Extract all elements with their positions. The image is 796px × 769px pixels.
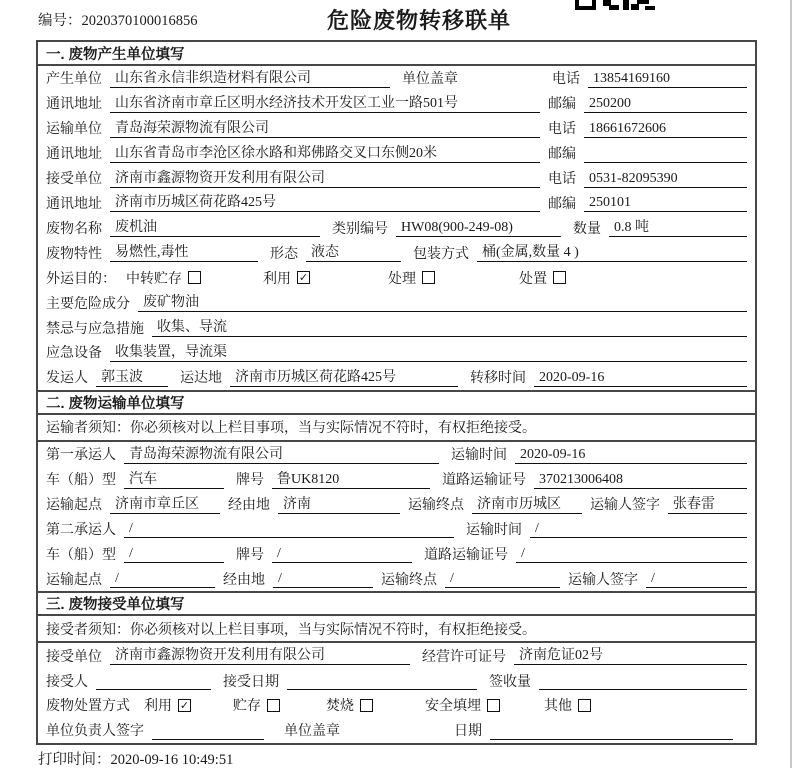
row-purpose [38,265,755,290]
row-second-carrier [38,517,755,542]
destination-label: 运达地 [180,371,222,387]
producer-zip-label: 邮编 [548,97,576,113]
via1-label: 经由地 [228,498,270,514]
disposal-option-utilize [144,695,191,715]
terminus2-value: / [445,569,560,588]
equipment-value: 收集装置，导流渠 [110,343,747,362]
second-carrier-value: / [124,519,454,538]
transporter-phone-value: 18661672606 [584,119,747,138]
terminus2-label: 运输终点 [381,572,437,588]
origin1-label: 运输起点 [46,498,102,514]
checkbox-dispose [553,271,566,284]
received-qty-value [539,671,747,690]
row-producer [38,66,755,91]
row-accept-unit [38,643,755,668]
receiver-phone-value: 0531-82095390 [584,169,747,188]
acceptor-value [96,671,211,690]
checkbox-disposal-incinerate [360,699,373,712]
row-producer-address [38,91,755,116]
form-value: 液态 [306,243,401,262]
receiver-phone-label: 电话 [548,172,576,188]
vehicle2-label: 车（船）型 [46,547,116,563]
carrier-sign2-label: 运输人签字 [568,572,638,588]
checkbox-disposal-utilize: ✓ [179,698,190,712]
producer-zip-value: 250200 [584,94,747,113]
checkbox-disposal-other [578,699,591,712]
transporter-notice-text: 运输者须知：你必须核对以上栏目事项，当与实际情况不符时，有权拒绝接受。 [46,421,536,437]
checkbox-utilize: ✓ [298,271,309,285]
row-consignor [38,365,755,390]
terminus1-value: 济南市历城区 [472,495,582,514]
taboo-value: 收集、导流 [152,318,747,337]
first-carrier-value: 青岛海荣源物流有限公司 [124,445,439,464]
row-receiver [38,166,755,191]
row-receiver-address [38,191,755,216]
origin2-label: 运输起点 [46,572,102,588]
receiver-notice [38,616,755,643]
row-first-carrier [38,442,755,467]
print-time-value: 2020-09-16 10:49:51 [110,752,234,768]
disposal-label: 废物处置方式 [46,699,130,715]
checkbox-treat [422,271,435,284]
row-disposal [38,693,755,718]
document-header [0,0,796,40]
row-waste-name [38,215,755,240]
transporter-label: 运输单位 [46,122,102,138]
row-manager-sign [38,718,755,743]
carrier-sign1-value: 张春雷 [668,495,747,514]
row-hazard [38,290,755,315]
transporter-phone-label: 电话 [548,122,576,138]
producer-phone-label: 电话 [552,72,580,88]
waste-name-value: 废机油 [110,218,320,237]
receiver-value: 济南市鑫源物资开发利用有限公司 [110,169,540,188]
permit-value: 济南危证02号 [514,646,747,665]
permit-label: 经营许可证号 [422,649,506,665]
hazard-value: 废矿物油 [138,293,747,312]
receiver-label: 接受单位 [46,172,102,188]
receiver-address-label: 通讯地址 [46,196,102,212]
section3-header: 三. 废物接受单位填写 [38,591,755,616]
checkbox-transfer-storage [188,271,201,284]
form-label: 形态 [270,246,298,262]
producer-label: 产生单位 [46,72,102,88]
second-carrier-label: 第二承运人 [46,522,116,538]
quantity-label: 数量 [573,221,601,237]
plate2-value: / [272,544,412,563]
disposal-option-label: 安全填埋 [425,699,481,715]
producer-value: 山东省永信非织造材料有限公司 [110,69,390,88]
serial-label: 编号： [38,13,82,29]
transporter-address-label: 通讯地址 [46,147,102,163]
transporter-value: 青岛海荣源物流有限公司 [110,119,540,138]
receiver-zip-label: 邮编 [548,196,576,212]
page-title: 危险废物转移联单 [327,8,512,33]
road-license2-label: 道路运输证号 [424,547,508,563]
date-label: 日期 [454,724,482,740]
row-transporter [38,116,755,141]
taboo-label: 禁忌与应急措施 [46,321,144,337]
purpose-option-label: 利用 [263,271,291,287]
print-time-label: 打印时间： [38,752,111,768]
page-edge-divider [790,0,792,768]
transporter-zip-label: 邮编 [548,147,576,163]
via2-label: 经由地 [223,572,265,588]
via2-value: / [273,569,373,588]
transfer-time-label: 转移时间 [470,371,526,387]
accept-unit-label: 接受单位 [46,649,102,665]
acceptor-label: 接受人 [46,674,88,690]
disposal-option-label: 利用 [144,699,172,715]
transporter-address-value: 山东省青岛市李沧区徐水路和郑佛路交叉口东侧20米 [110,144,540,163]
consignor-label: 发运人 [46,371,88,387]
serial-number [38,9,198,30]
print-time [38,748,233,769]
receiver-zip-value: 250101 [584,193,747,212]
transporter-zip-value [584,144,747,163]
row-transporter-address [38,141,755,166]
accept-date-label: 接受日期 [223,674,279,690]
receiver-notice-text: 接受者须知：你必须核对以上栏目事项，当与实际情况不符时，有权拒绝接受。 [46,622,536,638]
disposal-option-label: 其他 [544,699,572,715]
carrier-sign1-label: 运输人签字 [590,498,660,514]
checkbox-disposal-landfill [487,699,500,712]
receiver-address-value: 济南市历城区荷花路425号 [110,193,540,212]
hazard-label: 主要危险成分 [46,296,130,312]
purpose-option-treat [388,268,435,288]
row-taboo [38,315,755,340]
section2-header: 二. 废物运输单位填写 [38,390,755,415]
section1-header: 一. 废物产生单位填写 [38,42,755,66]
quantity-value: 0.8 吨 [609,218,747,237]
origin1-value: 济南市章丘区 [110,495,220,514]
disposal-option-label: 焚烧 [326,699,354,715]
carrier-sign2-value: / [646,569,747,588]
vehicle1-label: 车（船）型 [46,473,116,489]
qr-code-fragment [575,0,655,10]
packaging-value: 桶(金属,数量 4 ) [477,243,747,262]
consignor-value: 郭玉波 [96,368,168,387]
purpose-option-dispose [519,268,566,288]
disposal-option-other [544,695,591,715]
equipment-label: 应急设备 [46,346,102,362]
property-label: 废物特性 [46,246,102,262]
unit-seal2-label: 单位盖章 [284,724,340,740]
plate2-label: 牌号 [236,547,264,563]
row-vehicle2 [38,541,755,566]
row-route2 [38,566,755,591]
waste-name-label: 废物名称 [46,221,102,237]
disposal-option-label: 贮存 [233,699,261,715]
road-license1-value: 370213006408 [534,470,747,489]
transport-time1-value: 2020-09-16 [515,445,747,464]
vehicle1-value: 汽车 [124,470,224,489]
terminus1-label: 运输终点 [408,498,464,514]
plate1-label: 牌号 [236,473,264,489]
first-carrier-label: 第一承运人 [46,448,116,464]
transfer-form [36,40,757,745]
destination-value: 济南市历城区荷花路425号 [230,368,458,387]
transport-time1-label: 运输时间 [451,448,507,464]
vehicle2-value: / [124,544,224,563]
transport-time2-value: / [530,519,747,538]
manager-sign-label: 单位负责人签字 [46,724,144,740]
checkbox-disposal-store [267,699,280,712]
category-label: 类别编号 [332,221,388,237]
disposal-option-store [233,695,280,715]
origin2-value: / [110,569,215,588]
producer-phone-value: 13854169160 [588,69,747,88]
row-equipment [38,340,755,365]
purpose-label: 外运目的： [46,271,116,287]
manager-sign-value [152,721,264,740]
row-vehicle1 [38,467,755,492]
row-route1 [38,492,755,517]
accept-unit-value: 济南市鑫源物资开发利用有限公司 [110,646,410,665]
row-acceptor [38,668,755,693]
disposal-option-landfill [425,695,500,715]
property-value: 易燃性,毒性 [110,243,258,262]
date-value [490,721,733,740]
accept-date-value [287,671,477,690]
transfer-time-value: 2020-09-16 [534,368,747,387]
purpose-option-label: 处置 [519,271,547,287]
received-qty-label: 签收量 [489,674,531,690]
producer-address-label: 通讯地址 [46,97,102,113]
disposal-option-incinerate [326,695,373,715]
road-license2-value: / [516,544,747,563]
plate1-value: 鲁UK8120 [272,470,430,489]
serial-value: 2020370100016856 [81,13,198,29]
category-value: HW08(900-249-08) [396,218,561,237]
purpose-option-transfer-storage [126,268,201,288]
producer-address-value: 山东省济南市章丘区明水经济技术开发区工业一路501号 [110,94,540,113]
packaging-label: 包装方式 [413,246,469,262]
transporter-notice [38,415,755,442]
purpose-option-label: 中转贮存 [126,271,182,287]
purpose-option-label: 处理 [388,271,416,287]
transport-time2-label: 运输时间 [466,522,522,538]
unit-seal-label: 单位盖章 [402,72,458,88]
purpose-option-utilize [263,268,310,288]
via1-value: 济南 [278,495,400,514]
road-license1-label: 道路运输证号 [442,473,526,489]
row-waste-property [38,240,755,265]
